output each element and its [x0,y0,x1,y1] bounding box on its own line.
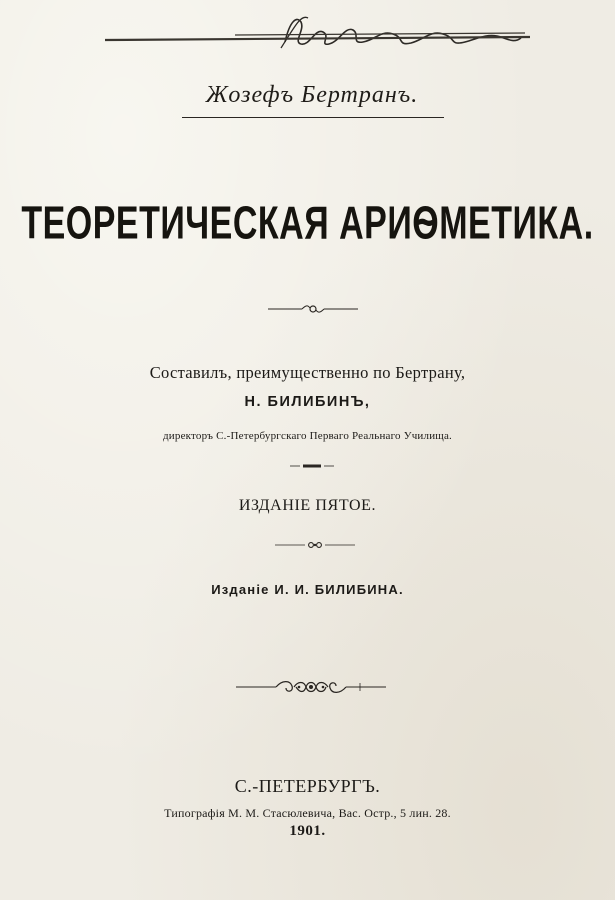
ornament-divider-large-icon [236,677,386,697]
printer-line: Типографія М. М. Стасюлевича, Вас. Остр., 5 лин. 28. [164,806,451,820]
book-title: ТЕОРЕТИЧЕСКАЯ АРИѲМЕТИКА. [21,198,594,250]
author-name: Жозефъ Бертранъ. [205,82,419,108]
ornament-divider-icon [268,302,358,316]
city-name: С.-ПЕТЕРБУРГЪ. [234,776,381,796]
publication-year: 1901. [289,823,326,839]
editor-position: директоръ С.-Петербургскаго Перваго Реальнаго Училища. [162,430,452,442]
compiled-by-line: Составилъ, преимущественно по Бертрану, [149,363,466,382]
crossed-signature-icon [105,8,535,58]
short-rule-icon [290,462,334,470]
ornament-divider-icon [275,539,355,551]
author-underline [182,117,444,118]
edition-label: ИЗДАНІЕ ПЯТОЕ. [238,497,377,514]
publisher-line: Изданіе И. И. БИЛИБИНА. [211,582,404,597]
editor-name: Н. БИЛИБИНЪ, [244,394,371,410]
